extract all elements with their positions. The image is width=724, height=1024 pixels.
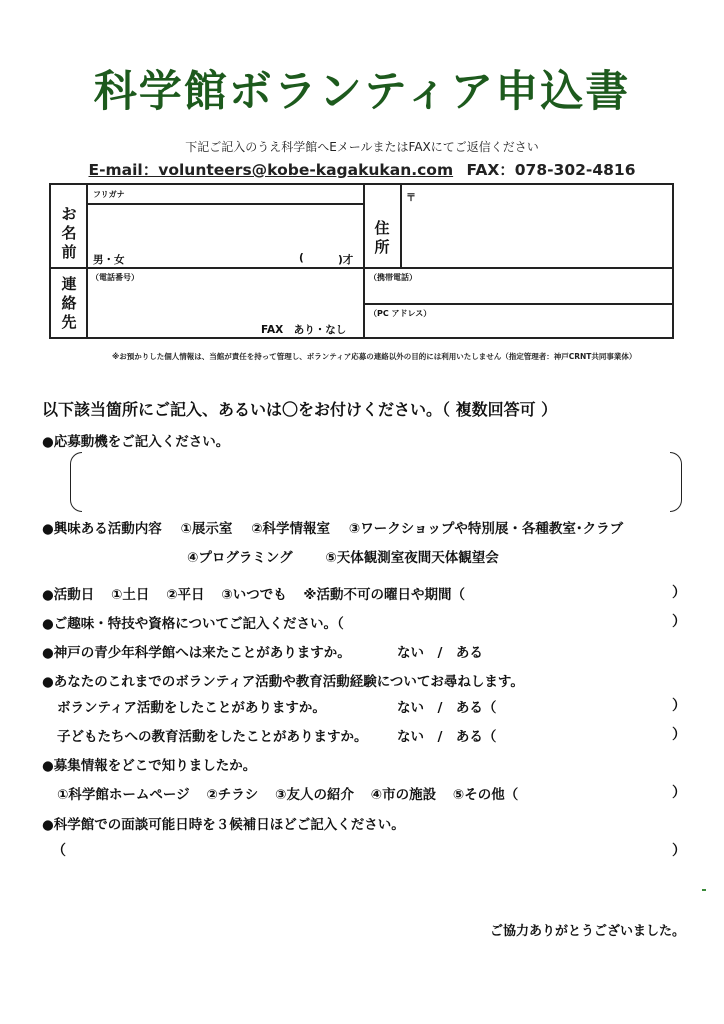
pc-address-field[interactable]: （PC アドレス） bbox=[369, 309, 432, 318]
interview-question: ●科学館での面談可能日時を３候補日ほどご記入ください。 bbox=[42, 817, 405, 833]
source-option[interactable]: ②チラシ bbox=[206, 787, 259, 803]
fax-number: FAX：078-302-4816 bbox=[466, 161, 636, 179]
label-char: 連 bbox=[61, 275, 77, 293]
education-answer[interactable]: ない / ある（ bbox=[397, 729, 497, 745]
label-char: 絡 bbox=[61, 294, 77, 312]
source-question: ●募集情報をどこで知りましたか。 bbox=[42, 758, 257, 774]
form-title: 科学館ボランティア申込書 bbox=[93, 67, 631, 117]
experience-question: ●あなたのこれまでのボランティア活動や教育活動経験についてお尋ねします。 bbox=[42, 674, 524, 690]
gender-option[interactable]: 男・女 bbox=[93, 254, 125, 266]
motivation-bracket-left bbox=[70, 452, 82, 512]
address-label bbox=[372, 219, 392, 257]
label-char: 住 bbox=[374, 219, 390, 237]
source-option[interactable]: ③友人の紹介 bbox=[275, 787, 354, 803]
activity-day-option[interactable]: ①土日 bbox=[110, 587, 150, 603]
age-open: ( bbox=[299, 252, 304, 264]
mobile-field[interactable]: （携帯電話） bbox=[369, 273, 417, 282]
close-paren: ） bbox=[672, 727, 686, 743]
visited-answer[interactable]: ない / ある bbox=[397, 645, 483, 661]
visited-question: ●神戸の青少年科学館へは来たことがありますか。 bbox=[42, 645, 351, 661]
name-label bbox=[59, 205, 79, 262]
source-option[interactable]: ①科学館ホームページ bbox=[57, 787, 190, 803]
contact-label bbox=[59, 275, 79, 332]
furigana-field[interactable]: フリガナ bbox=[93, 190, 125, 199]
label-char: 前 bbox=[61, 243, 77, 261]
interest-option[interactable]: ②科学情報室 bbox=[251, 521, 331, 537]
phone-field[interactable]: （電話番号） bbox=[91, 273, 139, 282]
divider bbox=[365, 303, 672, 305]
interest-label: ●興味ある活動内容 bbox=[42, 521, 162, 537]
label-char: 先 bbox=[61, 313, 77, 331]
label-char: 所 bbox=[374, 238, 390, 256]
close-paren: ） bbox=[672, 698, 686, 714]
unavailable-note: ※活動不可の曜日や期間（ bbox=[303, 587, 466, 603]
motivation-bracket-right bbox=[670, 452, 682, 512]
close-paren: ） bbox=[672, 585, 686, 601]
return-instruction: 下記ご記入のうえ科学館へEメールまたはFAXにてご返信ください bbox=[185, 140, 539, 154]
postal-mark: 〒 bbox=[406, 193, 416, 204]
age-field[interactable]: )才 bbox=[338, 254, 354, 266]
close-paren: ） bbox=[672, 843, 686, 859]
divider bbox=[51, 267, 672, 269]
interest-question bbox=[42, 517, 623, 537]
fax-availability[interactable]: FAX あり・なし bbox=[261, 324, 347, 336]
source-options bbox=[57, 783, 518, 803]
survey-heading: 以下該当箇所にご記入、あるいは〇をお付けください。（ 複数回答可 ） bbox=[42, 400, 558, 419]
email-link[interactable]: E-mail：volunteers@kobe-kagakukan.com bbox=[88, 161, 454, 179]
interest-option[interactable]: ③ワークショップや特別展・各種教室･クラブ bbox=[348, 521, 624, 537]
interview-input[interactable] bbox=[70, 840, 668, 860]
applicant-info-table bbox=[49, 183, 674, 339]
activity-day-option[interactable]: ③いつでも bbox=[221, 587, 287, 603]
interest-option[interactable]: ④プログラミング bbox=[187, 550, 293, 566]
interest-option[interactable]: ⑤天体観測室夜間天体観望会 bbox=[325, 550, 499, 566]
label-char: お bbox=[61, 205, 77, 223]
activity-day-label: ●活動日 bbox=[42, 587, 95, 603]
source-option[interactable]: ⑤その他（ bbox=[452, 787, 519, 803]
open-paren: （ bbox=[52, 843, 66, 859]
privacy-notice: ※お預かりした個人情報は、当館が責任を持って管理し、ボランティア応募の連絡以外の目的には利用いたしません（指定管理者：神戸CRNT共同事業体） bbox=[112, 352, 637, 361]
thanks-message: ご協力ありがとうございました。 bbox=[490, 924, 686, 939]
volunteer-answer[interactable]: ない / ある（ bbox=[397, 700, 497, 716]
contact-line bbox=[0, 158, 724, 180]
source-option[interactable]: ④市の施設 bbox=[370, 787, 437, 803]
name-input[interactable] bbox=[88, 205, 363, 253]
interest-option[interactable]: ①展示室 bbox=[180, 521, 233, 537]
label-char: 名 bbox=[61, 224, 77, 242]
motivation-input[interactable] bbox=[84, 455, 668, 509]
address-input[interactable] bbox=[402, 187, 672, 267]
decorative-mark bbox=[702, 889, 706, 891]
activity-day-option[interactable]: ②平日 bbox=[166, 587, 205, 603]
education-question: 子どもたちへの教育活動をしたことがありますか。 bbox=[57, 729, 368, 745]
activity-day-question bbox=[42, 583, 465, 603]
divider bbox=[363, 185, 365, 337]
hobby-question[interactable]: ●ご趣味・特技や資格についてご記入ください。（ bbox=[42, 616, 344, 632]
interest-question-cont bbox=[187, 546, 499, 566]
motivation-question: ●応募動機をご記入ください。 bbox=[42, 434, 230, 450]
close-paren: ） bbox=[672, 785, 686, 801]
close-paren: ） bbox=[672, 614, 686, 630]
volunteer-question: ボランティア活動をしたことがありますか。 bbox=[57, 700, 326, 716]
